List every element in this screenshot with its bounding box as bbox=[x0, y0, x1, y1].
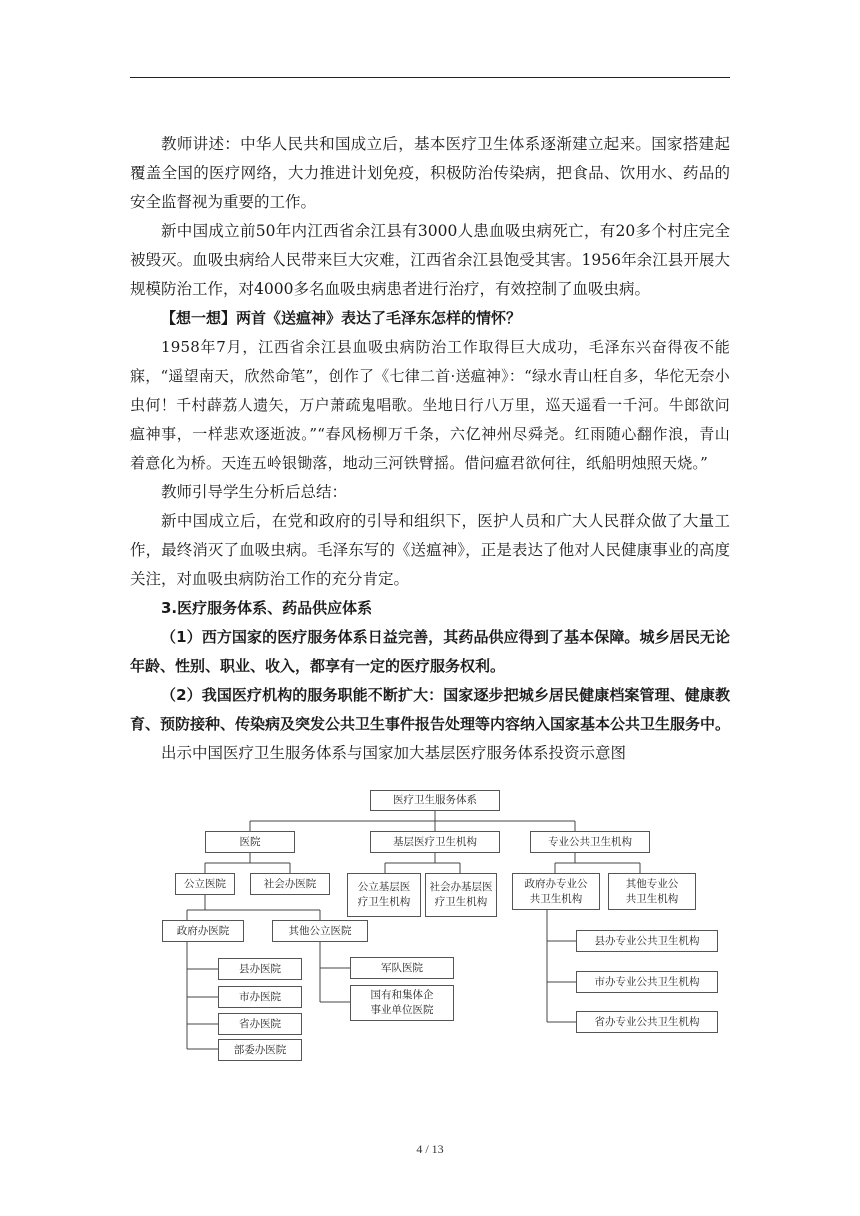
node-other-public-hospital: 其他公立医院 bbox=[272, 920, 368, 942]
section-heading: 3.医疗服务体系、药品供应体系 bbox=[161, 599, 373, 617]
paragraph-point-1: （1）西方国家的医疗服务体系日益完善，其药品供应得到了基本保障。城乡居民无论年龄、性别、职业、收入，都享有一定的医疗服务权利。 bbox=[130, 628, 730, 675]
diagram-caption: 出示中国医疗卫生服务体系与国家加大基层医疗服务体系投资示意图 bbox=[161, 744, 627, 762]
paragraph-yujiang-history: 新中国成立前50年内江西省余江县有3000人患血吸虫病死亡，有20多个村庄完全被毁灭。血吸虫病给人民带来巨大灾难，江西省余江县饱受其害。1956年余江县开展大规模防治工作，对4000多名血吸虫病患者进行治疗，有效控制了血吸虫病。 bbox=[130, 222, 730, 298]
node-hospital: 医院 bbox=[205, 831, 295, 853]
paragraph-think-question: 【想一想】两首《送瘟神》表达了毛泽东怎样的情怀？ bbox=[161, 309, 522, 327]
node-gov-hospital: 政府办医院 bbox=[162, 920, 244, 942]
paragraph-point-2: （2）我国医疗机构的服务职能不断扩大：国家逐步把城乡居民健康档案管理、健康教育、预防接种、传染病及突发公共卫生事件报告处理等内容纳入国家基本公共卫生服务中。 bbox=[130, 686, 731, 733]
node-city-hospital: 市办医院 bbox=[218, 986, 302, 1008]
paragraph-poem: 1958年7月，江西省余江县血吸虫病防治工作取得巨大成功，毛泽东兴奋得夜不能寐，“遥望南天，欣然命笔”，创作了《七律二首·送瘟神》：“绿水青山枉自多，华佗无奈小虫何！千村薜荔人遗矢，万户萧疏鬼唱歌。坐地日行八万里，巡天遥看一千河。牛郎欲问瘟神事，一样悲欢逐逝波。”“春风杨柳万千条，六亿神州尽舜尧。红雨随心翻作浪，青山着意化为桥。天连五岭银锄落，地动三河铁臂摇。借问瘟君欲何往，纸船明烛照天烧。” bbox=[130, 338, 730, 472]
header-rule bbox=[130, 77, 730, 78]
node-city-public-health: 市办专业公共卫生机构 bbox=[576, 971, 718, 993]
org-chart bbox=[150, 785, 720, 1070]
node-soe-hospital: 国有和集体企 事业单位医院 bbox=[350, 985, 454, 1021]
node-military-hospital: 军队医院 bbox=[350, 957, 454, 979]
node-county-hospital: 县办医院 bbox=[218, 958, 302, 980]
node-public-grassroots: 公立基层医 疗卫生机构 bbox=[347, 873, 421, 917]
node-public-hospital: 公立医院 bbox=[175, 873, 235, 895]
body-text bbox=[130, 130, 730, 768]
node-county-public-health: 县办专业公共卫生机构 bbox=[576, 930, 718, 952]
node-social-hospital: 社会办医院 bbox=[250, 873, 330, 895]
paragraph-teacher-narration: 教师讲述：中华人民共和国成立后，基本医疗卫生体系逐渐建立起来。国家搭建起覆盖全国的医疗网络，大力推进计划免疫，积极防治传染病，把食品、饮用水、药品的安全监督视为重要的工作。 bbox=[130, 135, 730, 211]
node-other-public-health: 其他专业公 共卫生机构 bbox=[608, 873, 696, 910]
node-ministry-hospital: 部委办医院 bbox=[218, 1039, 302, 1061]
node-province-hospital: 省办医院 bbox=[218, 1013, 302, 1035]
node-grassroots: 基层医疗卫生机构 bbox=[370, 831, 500, 853]
node-province-public-health: 省办专业公共卫生机构 bbox=[576, 1011, 718, 1033]
node-gov-public-health: 政府办专业公 共卫生机构 bbox=[512, 873, 600, 910]
paragraph-teacher-guide: 教师引导学生分析后总结： bbox=[161, 483, 348, 501]
page-number: 4 / 13 bbox=[416, 1142, 444, 1156]
node-social-grassroots: 社会办基层医 疗卫生机构 bbox=[425, 873, 497, 917]
paragraph-summary: 新中国成立后，在党和政府的引导和组织下，医护人员和广大人民群众做了大量工作，最终消灭了血吸虫病。毛泽东写的《送瘟神》，正是表达了他对人民健康事业的高度关注，对血吸虫病防治工作的充分肯定。 bbox=[130, 512, 730, 588]
node-root: 医疗卫生服务体系 bbox=[370, 790, 500, 811]
node-public-health: 专业公共卫生机构 bbox=[530, 831, 650, 853]
